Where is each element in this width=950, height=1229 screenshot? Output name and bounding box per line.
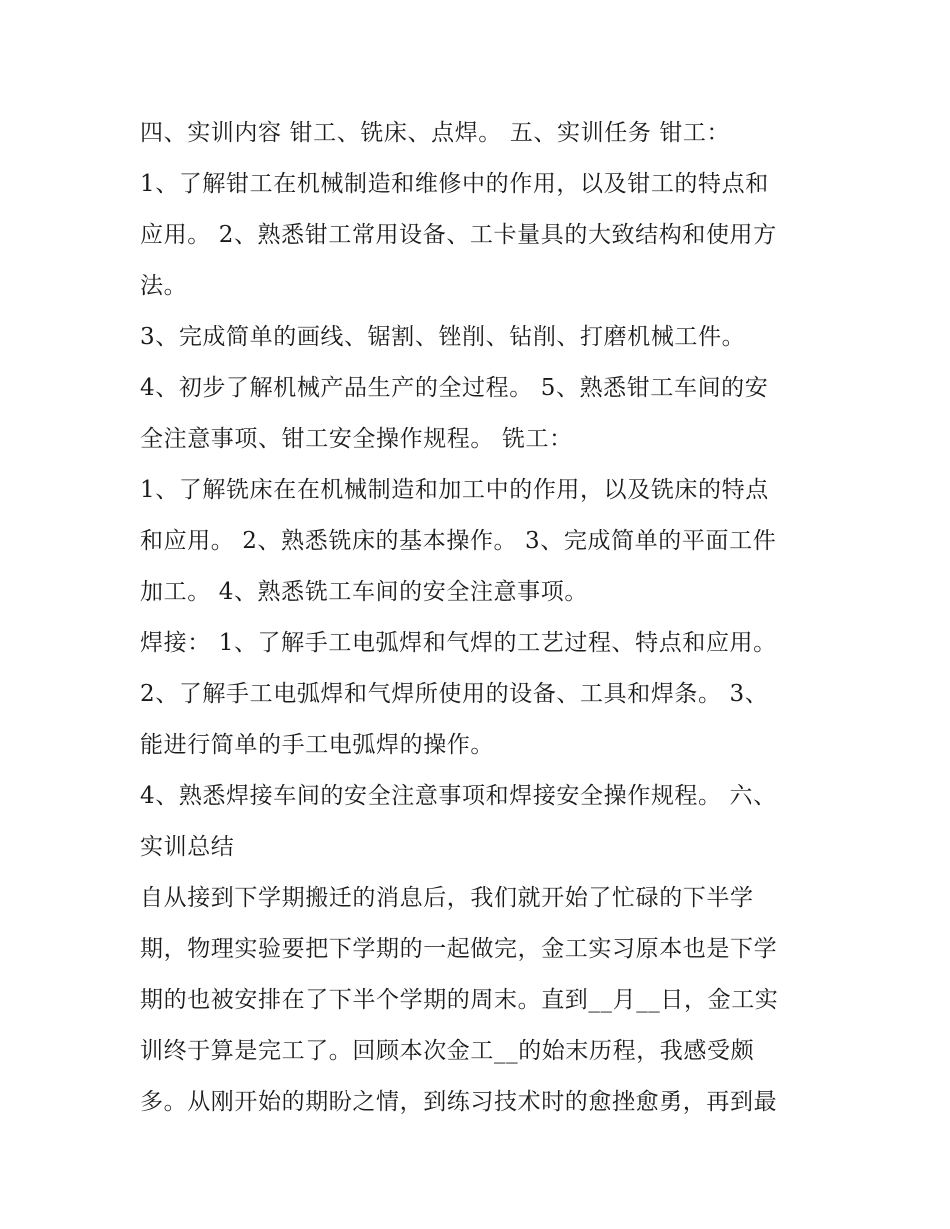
text-line: 应用。 2、熟悉钳工常用设备、工卡量具的大致结构和使用方: [140, 222, 777, 248]
text-line: 3、完成简单的画线、锯割、锉削、钻削、打磨机械工件。: [140, 324, 746, 350]
text-line: 1、了解钳工在机械制造和维修中的作用，以及钳工的特点和: [140, 171, 769, 197]
text-line: 训终于算是完工了。回顾本次金工__的始末历程，我感受颇: [140, 1038, 755, 1064]
text-line: 能进行简单的手工电弧焊的操作。: [140, 732, 494, 758]
text-line: 和应用。 2、熟悉铣床的基本操作。 3、完成简单的平面工件: [140, 528, 777, 554]
text-line: 4、初步了解机械产品生产的全过程。 5、熟悉钳工车间的安: [140, 375, 769, 401]
text-line: 自从接到下学期搬迁的消息后，我们就开始了忙碌的下半学: [140, 885, 754, 911]
text-line: 法。: [140, 273, 188, 299]
text-line: 加工。 4、熟悉铣工车间的安全注意事项。: [140, 579, 588, 605]
text-line: 全注意事项、钳工安全操作规程。 铣工：: [140, 426, 573, 452]
text-line: 期，物理实验要把下学期的一起做完，金工实习原本也是下学: [140, 936, 778, 962]
document-body: [140, 108, 840, 1128]
text-line: 期的也被安排在了下半个学期的周末。直到__月__日，金工实: [140, 987, 779, 1013]
text-line: 2、了解手工电弧焊和气焊所使用的设备、工具和焊条。 3、: [140, 681, 769, 707]
text-line: 多。从刚开始的期盼之情，到练习技术时的愈挫愈勇，再到最: [140, 1089, 778, 1115]
text-line: 四、实训内容 钳工、铣床、点焊。 五、实训任务 钳工：: [140, 120, 731, 146]
text-line: 实训总结: [140, 834, 235, 860]
text-line: 1、了解铣床在在机械制造和加工中的作用，以及铣床的特点: [140, 477, 769, 503]
text-line: 4、熟悉焊接车间的安全注意事项和焊接安全操作规程。 六、: [140, 783, 777, 809]
text-line: 焊接： 1、了解手工电弧焊和气焊的工艺过程、特点和应用。: [140, 630, 777, 656]
